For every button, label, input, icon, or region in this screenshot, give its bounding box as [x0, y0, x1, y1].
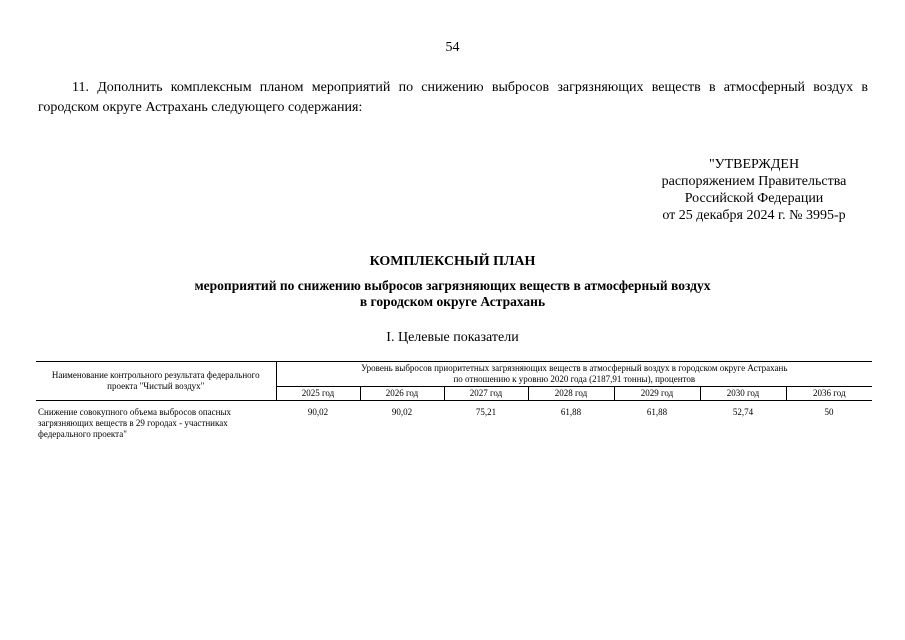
approval-line-3: от 25 декабря 2024 г. № 3995-р [662, 208, 846, 223]
value-cell: 52,74 [732, 407, 754, 417]
approval-line-1: распоряжением Правительства [661, 174, 847, 189]
plan-subtitle-line-1: мероприятий по снижению выбросов загрязняющих веществ в атмосферный воздух [194, 278, 711, 293]
indicator-column-header: Наименование контрольного результата федерального проекта "Чистый воздух" [36, 362, 276, 401]
year-header: 2030 год [700, 387, 786, 401]
value-cell: 61,88 [646, 407, 668, 417]
approval-stamp [620, 156, 888, 224]
value-cell: 50 [824, 407, 834, 417]
year-header: 2029 год [614, 387, 700, 401]
year-header: 2025 год [276, 387, 360, 401]
approval-line-2: Российской Федерации [684, 191, 824, 206]
plan-subtitle [0, 278, 905, 310]
value-cell: 90,02 [307, 407, 329, 417]
indicator-cell: Снижение совокупного объема выбросов опасных загрязняющих веществ в 29 городах - участниках федерального проекта" [38, 407, 232, 439]
value-cell: 75,21 [475, 407, 497, 417]
targets-table [36, 361, 872, 440]
plan-title: КОМПЛЕКСНЫЙ ПЛАН [369, 254, 536, 269]
approval-heading: "УТВЕРЖДЕН [708, 157, 800, 172]
year-header: 2027 год [444, 387, 528, 401]
year-header: 2036 год [786, 387, 872, 401]
emissions-group-header [276, 362, 872, 387]
year-header: 2028 год [528, 387, 614, 401]
plan-subtitle-line-2: в городском округе Астрахань [359, 294, 546, 309]
section-title: I. Целевые показатели [386, 330, 519, 345]
page-number: 54 [445, 40, 460, 55]
year-header: 2026 год [360, 387, 444, 401]
value-cell: 90,02 [391, 407, 413, 417]
intro-paragraph: 11. Дополнить комплексным планом мероприятий по снижению выбросов загрязняющих веществ в атмосферный воздух в городском округе Астрахань следующего содержания: [38, 80, 868, 115]
value-cell: 61,88 [560, 407, 582, 417]
group-header-line-1: Уровень выбросов приоритетных загрязняющих веществ в атмосферный воздух в городском округе Астрахань [361, 363, 788, 373]
group-header-line-2: по отношению к уровню 2020 года (2187,91 тонны), процентов [453, 374, 696, 384]
table-row [36, 401, 872, 441]
